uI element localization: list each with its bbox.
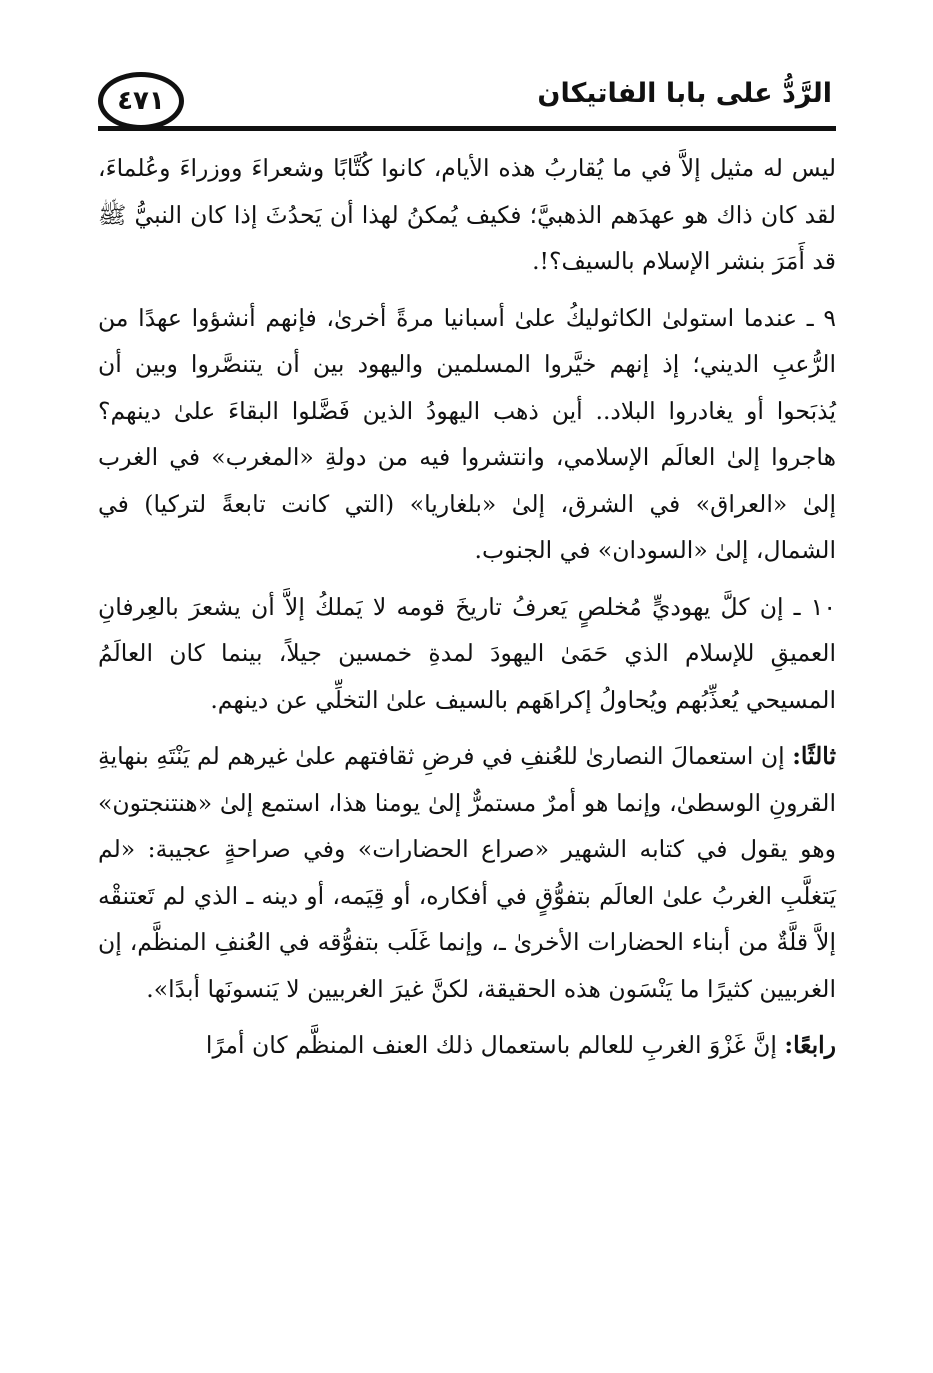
paragraph-1 bbox=[98, 145, 836, 285]
paragraph-fourth bbox=[98, 1022, 836, 1069]
paragraph-text: ليس له مثيل إلاَّ في ما يُقاربُ هذه الأيام، كانوا كُتَّابًا وشعراءَ ووزراءَ وعُلماءَ، لقد كان ذاك هو عهدَهم الذهبيَّ؛ فكيف يُمكنُ لهذا أن يَحدُثَ إذا كان النبيُّ ﷺ قد أَمَرَ بنشر الإسلام بالسيف؟!. bbox=[98, 154, 836, 275]
point-number: ٩ ـ bbox=[806, 303, 836, 332]
paragraph-point-9 bbox=[98, 295, 836, 574]
paragraph-text: إن كلَّ يهوديٍّ مُخلصٍ يَعرفُ تاريخَ قومه لا يَملكُ إلاَّ أن يشعرَ بالعِرفانِ العميقِ للإسلام الذي حَمَىٰ اليهودَ لمدةِ خمسين جيلاً، بينما كان العالَمُ المسيحي يُعذِّبُهم ويُحاولُ إكراهَهم بالسيف علىٰ التخلِّي عن دينهم. bbox=[98, 592, 836, 714]
point-number: ١٠ ـ bbox=[793, 592, 836, 621]
page-number: ٤٧١ bbox=[98, 72, 184, 130]
header-rule bbox=[98, 126, 836, 131]
paragraph-third bbox=[98, 733, 836, 1012]
paragraph-text: إنَّ غَزْوَ الغربِ للعالم باستعمال ذلك العنف المنظَّم كان أمرًا bbox=[205, 1031, 777, 1059]
body-text bbox=[98, 145, 836, 1079]
running-title: الرَّدُّ على بابا الفاتيكان bbox=[537, 78, 832, 109]
section-lead: ثالثًا: bbox=[792, 742, 836, 770]
section-lead: رابعًا: bbox=[784, 1031, 836, 1059]
paragraph-point-10 bbox=[98, 584, 836, 724]
paragraph-text: إن استعمالَ النصارىٰ للعُنفِ في فرضِ ثقافتهم علىٰ غيرهم لم يَنْتَهِ بنهايةِ القرونِ الوسطىٰ، وإنما هو أمرٌ مستمرٌّ إلىٰ يومنا هذا، استمع إلىٰ «هنتنجتون» وهو يقول في كتابه الشهير «صراع الحضارات» وفي صراحةٍ عجيبة: «لم يَتغلَّبِ الغربُ علىٰ العالَم بتفوُّقٍ في أفكاره، أو قِيَمه، أو دينه ـ الذي لم تَعتنقْه إلاَّ قلَّةٌ من أبناء الحضارات الأخرىٰ ـ، وإنما غَلَب بتفوُّقه في العُنفِ المنظَّم، إن الغربيين كثيرًا ما يَنْسَون هذه الحقيقة، لكنَّ غيرَ الغربيين لا يَنسونَها أبدًا». bbox=[98, 742, 836, 1003]
page-header bbox=[98, 70, 836, 132]
paragraph-text: عندما استولىٰ الكاثوليكُ علىٰ أسبانيا مرةً أخرىٰ، فإنهم أنشؤوا عهدًا من الرُّعبِ الديني؛ إذ إنهم خيَّروا المسلمين واليهود بين أن يتنصَّروا وبين أن يُذبَحوا أو يغادروا البلاد.. أين ذهب اليهودُ الذين فَضَّلوا البقاءَ علىٰ دينهم؟ هاجروا إلىٰ العالَم الإسلامي، وانتشروا فيه من دولةِ «المغرب» في الغرب إلىٰ «العراق» في الشرق، إلىٰ «بلغاريا» (التي كانت تابعةً لتركيا) في الشمال، إلىٰ «السودان» في الجنوب. bbox=[98, 303, 836, 564]
